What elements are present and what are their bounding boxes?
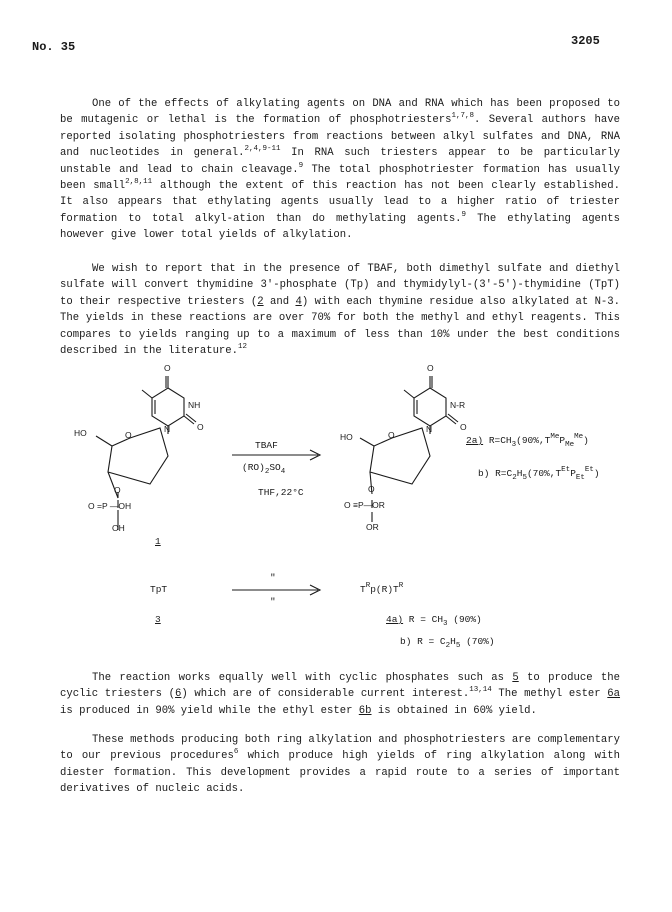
reaction-scheme xyxy=(0,360,672,660)
product-4b-yield: (70%) xyxy=(466,636,495,647)
p3-compound-6a: 6a xyxy=(607,688,621,701)
product-4a-yield: (90%) xyxy=(453,614,482,625)
product-2a-r: R=CH xyxy=(488,435,512,446)
prod-p: P xyxy=(357,500,364,510)
p3-text-1: The reaction works equally well with cyclic phosphates such as xyxy=(92,672,513,684)
prod-carbonyl-o: O xyxy=(427,363,434,373)
p2-compound-4: 4 xyxy=(295,295,302,308)
sm-n: N xyxy=(164,424,171,434)
p3-ref-1: 13,14 xyxy=(469,686,492,695)
reagent-ro: (RO) xyxy=(242,462,265,473)
p3-compound-6: 6 xyxy=(175,688,182,701)
prod-nr: N-R xyxy=(450,400,466,410)
p2-ref-1: 12 xyxy=(238,343,248,352)
paragraph-2 xyxy=(60,261,620,359)
tpt-reactant: TpT xyxy=(150,584,168,595)
tpt-prod-t: T xyxy=(360,584,366,595)
p1-ref-1: 1,7,8 xyxy=(451,112,474,121)
sm-carbonyl-o: O xyxy=(164,363,171,373)
p1-text-3: In RNA such triesters appear to be particularly unstable and lead to chain cleavage. xyxy=(60,147,620,176)
sm-p-oxo: O xyxy=(88,501,95,511)
sm-p: P xyxy=(101,501,108,511)
compound-1-label: 1 xyxy=(155,536,161,547)
product-2b-legend xyxy=(478,466,600,482)
product-2a-sub: 3 xyxy=(511,441,517,449)
p1-text-6: The ethylating agents however give lower total yields of alkylation. xyxy=(60,212,620,242)
page-number: 3205 xyxy=(571,34,600,48)
prod-n: N xyxy=(426,424,433,434)
reagent-sub-2: 2 xyxy=(264,468,270,476)
tpt-prod-sup2: R xyxy=(398,582,404,590)
product-2a-yield: (90%,T xyxy=(516,435,551,446)
product-2b-h: H xyxy=(516,468,523,479)
product-2b-label: b) xyxy=(478,468,490,479)
paragraph-4 xyxy=(60,732,620,798)
p1-text-4: The total phosphotriester formation has usually been small xyxy=(60,163,620,193)
ditto-mark-top: " xyxy=(270,572,276,583)
product-2a-psup: Me xyxy=(574,433,584,441)
product-2a-legend xyxy=(466,433,589,449)
product-2a-p: P xyxy=(559,435,566,446)
prod-ring-o: O xyxy=(388,430,395,440)
p3-text-3: ) which are of considerable current interest. xyxy=(181,688,470,701)
prod-ester-o: O xyxy=(368,484,375,494)
product-2a-close: ) xyxy=(583,435,589,446)
prod-sugar-ring xyxy=(370,428,430,484)
prod-p-or-2: OR xyxy=(366,522,379,532)
product-2b-sub2: 5 xyxy=(522,474,527,482)
p4-text-1: These methods producing both ring alkylation and phosphotriesters are complementary to our previous procedures xyxy=(60,734,620,763)
p2-text-3: ) with each thymine residue also alkylated at N-3. The yields in these reactions are over 70% for both the methyl and ethyl reagents. This compares to yields ranging up to a maximum of less than 10% under the best conditions described in the literature. xyxy=(60,295,620,358)
tpt-prod-sup1: R xyxy=(365,582,371,590)
product-4a-legend xyxy=(386,614,482,628)
sm-pyrimidine-ring xyxy=(152,388,184,426)
reagent-so: SO xyxy=(269,462,281,473)
sm-p-oh-2: OH xyxy=(112,523,125,533)
sm-sugar-ring xyxy=(108,428,168,484)
product-2b-psup: Et xyxy=(584,466,594,474)
p4-ref-1: 6 xyxy=(233,748,239,757)
paragraph-3 xyxy=(60,670,620,719)
sm-ho: HO xyxy=(74,428,87,438)
p3-text-5: is produced in 90% yield while the ethyl ester xyxy=(60,704,359,717)
p1-text-2: . Several authors have reported isolating phosphotriesters from reactions between alkyl sulfates and DNA, RNA and nucleotides in general. xyxy=(60,114,620,160)
product-4a-sub: 3 xyxy=(443,620,448,628)
p3-compound-6b: 6b xyxy=(358,704,372,717)
product-4b-legend xyxy=(400,636,495,650)
p1-ref-3: 9 xyxy=(298,161,304,170)
reagent-conditions: THF,22°C xyxy=(258,487,304,498)
p3-text-2: to produce the cyclic triesters ( xyxy=(60,672,621,701)
sm-nh: NH xyxy=(188,400,201,410)
product-4a-r: R = CH xyxy=(403,614,444,625)
prod-phosphate: O ≡P—OR xyxy=(344,500,385,510)
tpt-prod-mid: p(R)T xyxy=(370,584,399,595)
prod-p-oxo: O xyxy=(344,500,351,510)
p1-text-5: although the extent of this reaction has not been clearly established. It also appears that ethylating agents usually lead to a higher ratio of triester formation to total alkyl-ation than do methylating agents. xyxy=(60,180,620,225)
product-2a-label: 2a) xyxy=(466,435,484,446)
p1-text-1: One of the effects of alkylating agents on DNA and RNA which has been proposed to be mutagenic or lethal is the formation of phosphotriesters xyxy=(60,98,620,127)
sm-ester-o: O xyxy=(114,485,121,495)
product-2a-sup: Me xyxy=(550,433,560,441)
p1-ref-2: 2,4,9-11 xyxy=(244,145,281,154)
product-4b-sub2: 5 xyxy=(455,642,461,650)
sm-carbonyl-o-2: O xyxy=(197,422,204,432)
p4-text-2: which produce high yields of ring alkylation along with diester formation. This development provides a rapid route to a series of important derivatives of nucleic acids. xyxy=(60,750,620,796)
p3-compound-5: 5 xyxy=(512,672,519,684)
prod-carbonyl-o-2: O xyxy=(460,422,467,432)
sm-ring-o: O xyxy=(125,430,132,440)
product-4b-r: R = C xyxy=(411,636,446,647)
product-2b-psub: Et xyxy=(575,474,585,482)
product-4b-h: H xyxy=(450,636,456,647)
sm-phosphate: O =P —OH xyxy=(88,501,132,511)
prod-ho: HO xyxy=(340,432,353,442)
product-2a-psub: Me xyxy=(565,441,575,449)
product-2b-sup: Et xyxy=(561,466,571,474)
p3-text-6: is obtained in 60% yield. xyxy=(371,704,537,717)
p1-ref-4: 2,8,11 xyxy=(125,178,153,187)
prod-p-or: OR xyxy=(372,500,385,510)
p2-compound-2: 2 xyxy=(257,295,264,308)
reagent-tbaf: TBAF xyxy=(255,440,278,451)
p3-text-4: The methyl ester xyxy=(491,688,608,701)
p1-ref-5: 9 xyxy=(461,210,467,219)
p2-text-2: and xyxy=(263,295,296,308)
p2-text-1: We wish to report that in the presence of TBAF, both dimethyl sulfate and diethyl sulfate will convert thymidine 3'-phosphate (Tp) and thymidylyl-(3'-5')-thymidine (TpT) to their respective triesters ( xyxy=(60,263,620,308)
product-2b-close: ) xyxy=(593,468,600,479)
paragraph-1 xyxy=(60,96,620,244)
product-4b-label: b) xyxy=(400,636,412,647)
ditto-mark-bottom: " xyxy=(270,596,276,607)
reagent-dialkyl-sulfate xyxy=(242,462,286,476)
product-2b-yield: (70%,T xyxy=(526,468,562,479)
tpt-product xyxy=(360,584,403,595)
journal-number: No. 35 xyxy=(32,40,76,54)
sm-p-oh: OH xyxy=(118,501,132,511)
product-2b-p: P xyxy=(570,468,576,479)
prod-pyrimidine-ring xyxy=(414,388,446,426)
product-2b-sub1: 2 xyxy=(512,474,517,482)
product-4a-label: 4a) xyxy=(386,614,404,625)
compound-3-label: 3 xyxy=(155,614,161,625)
product-2b-r: R=C xyxy=(495,468,513,479)
reagent-sub-4: 4 xyxy=(280,468,286,476)
product-4b-sub1: 2 xyxy=(445,642,451,650)
